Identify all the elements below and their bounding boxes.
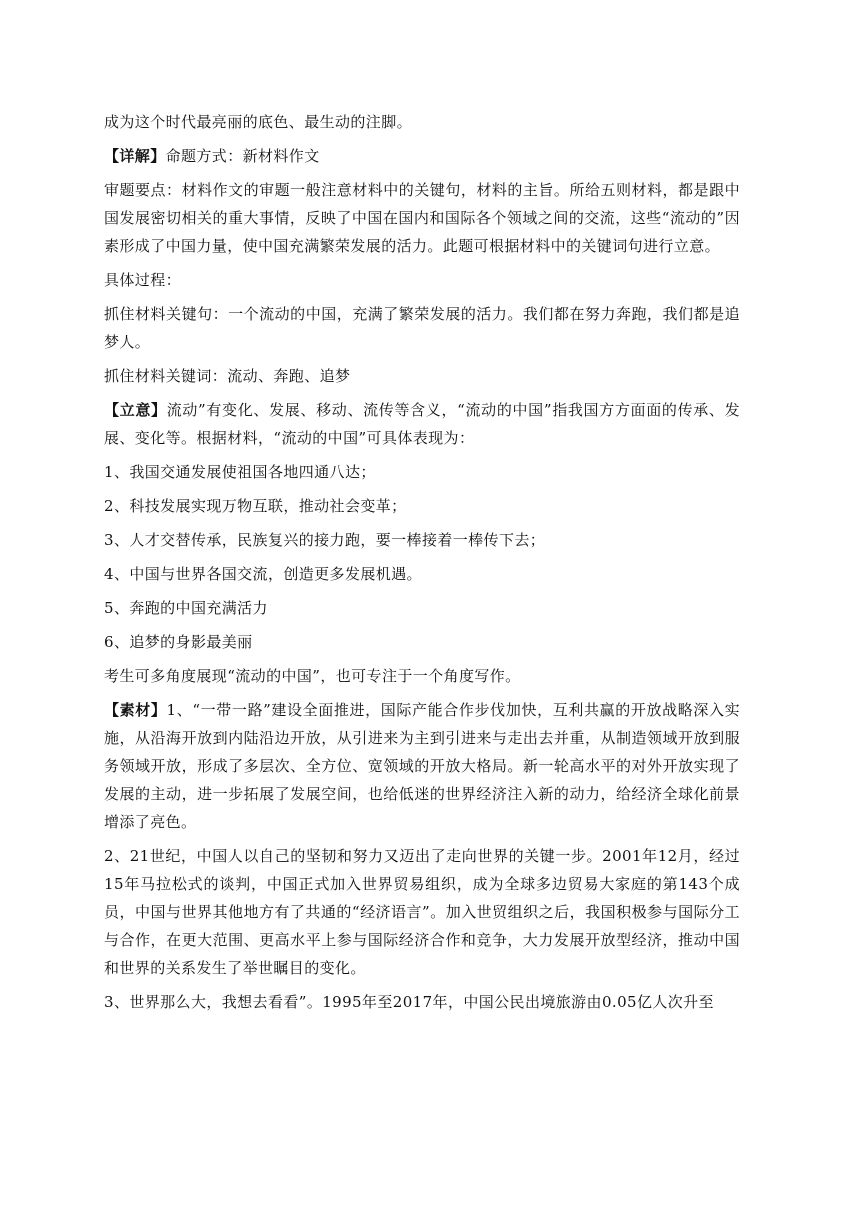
paragraph-7 [104, 396, 740, 452]
paragraph-text: 1、我国交通发展使祖国各地四通八达； [104, 463, 376, 481]
paragraph-16 [104, 842, 740, 982]
paragraph-text: 抓住材料关键句：一个流动的中国，充满了繁荣发展的活力。我们都在努力奔跑，我们都是追梦人。 [104, 305, 740, 351]
paragraph-13 [104, 628, 740, 656]
paragraph-text: 流动”有变化、发展、移动、流传等含义，“流动的中国”指我国方方面面的传承、发展、变化等。根据材料，“流动的中国”可具体表现为： [104, 401, 740, 447]
paragraph-10 [104, 526, 740, 554]
paragraph-9 [104, 492, 740, 520]
paragraph-text: 3、世界那么大，我想去看看”。1995年至2017年，中国公民出境旅游由0.05亿人次升至 [104, 993, 714, 1011]
paragraph-11 [104, 560, 740, 588]
paragraph-14 [104, 662, 740, 690]
paragraph-text: 2、科技发展实现万物互联，推动社会变革； [104, 497, 407, 515]
paragraph-text: 4、中国与世界各国交流，创造更多发展机遇。 [104, 565, 422, 583]
paragraph-text: 1、“一带一路”建设全面推进，国际产能合作步伐加快，互利共赢的开放战略深入实施，从沿海开放到内陆沿边开放，从引进来为主到引进来与走出去并重，从制造领域开放到服务领域开放，形成了多层次、全方位、宽领域的开放大格局。新一轮高水平的对外开放实现了发展的主动，进一步拓展了发展空间，也给低迷的世界经济注入新的动力，给经济全球化前景增添了亮色。 [104, 701, 740, 831]
paragraph-1 [104, 108, 740, 136]
paragraph-text: 成为这个时代最亮丽的底色、最生动的注脚。 [104, 113, 413, 131]
paragraph-text: 6、追梦的身影最美丽 [104, 633, 253, 651]
paragraph-2 [104, 142, 740, 170]
paragraph-8 [104, 458, 740, 486]
paragraph-text: 具体过程： [104, 271, 182, 289]
paragraph-3 [104, 176, 740, 260]
paragraph-text: 2、21世纪，中国人以自己的坚韧和努力又迈出了走向世界的关键一步。2001年12月，经过15年马拉松式的谈判，中国正式加入世界贸易组织，成为全球多边贸易大家庭的第143个成员，中国与世界其他地方有了共通的“经济语言”。加入世贸组织之后，我国积极参与国际分工与合作，在更大范围、更高水平上参与国际经济合作和竞争，大力发展开放型经济，推动中国和世界的关系发生了举世瞩目的变化。 [104, 847, 740, 977]
paragraph-12 [104, 594, 740, 622]
section-label-material: 【素材】 [104, 701, 167, 719]
paragraph-text: 考生可多角度展现“流动的中国”，也可专注于一个角度写作。 [104, 667, 521, 685]
paragraph-text: 抓住材料关键词：流动、奔跑、追梦 [104, 367, 351, 385]
paragraph-text: 命题方式：新材料作文 [165, 147, 320, 165]
paragraph-6 [104, 362, 740, 390]
paragraph-text: 审题要点：材料作文的审题一般注意材料中的关键句，材料的主旨。所给五则材料，都是跟中国发展密切相关的重大事情，反映了中国在国内和国际各个领域之间的交流，这些“流动的”因素形成了中国力量，使中国充满繁荣发展的活力。此题可根据材料中的关键词句进行立意。 [104, 181, 740, 255]
section-label-theme: 【立意】 [104, 401, 167, 419]
document-body [104, 108, 740, 1022]
section-label-detail: 【详解】 [104, 147, 166, 165]
paragraph-4 [104, 266, 740, 294]
paragraph-5 [104, 300, 740, 356]
paragraph-text: 3、人才交替传承，民族复兴的接力跑，要一棒接着一棒传下去； [104, 531, 546, 549]
paragraph-17 [104, 988, 740, 1016]
paragraph-text: 5、奔跑的中国充满活力 [104, 599, 268, 617]
paragraph-15 [104, 696, 740, 836]
